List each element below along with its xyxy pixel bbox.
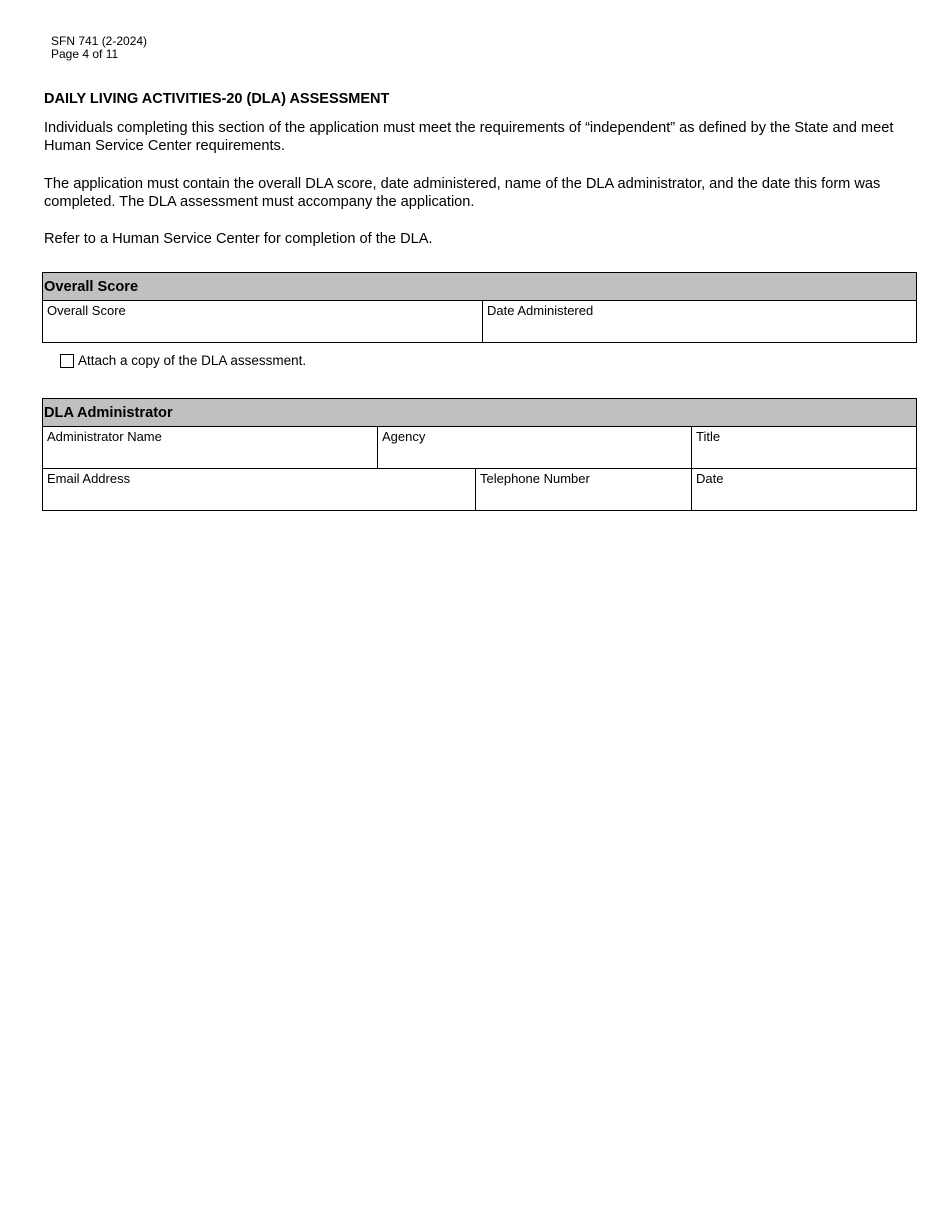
email-address-field[interactable] bbox=[43, 469, 476, 511]
overall-score-table bbox=[42, 272, 917, 343]
attach-assessment-label: Attach a copy of the DLA assessment. bbox=[78, 353, 307, 368]
date-administered-field[interactable] bbox=[483, 301, 917, 343]
overall-score-field[interactable] bbox=[43, 301, 483, 343]
title-label: Title bbox=[696, 429, 721, 444]
dla-administrator-table bbox=[42, 398, 917, 511]
date-administered-label: Date Administered bbox=[487, 303, 594, 318]
overall-score-section-heading: Overall Score bbox=[43, 273, 917, 301]
agency-field[interactable] bbox=[378, 427, 692, 469]
telephone-number-field[interactable] bbox=[476, 469, 692, 511]
administrator-name-label: Administrator Name bbox=[47, 429, 162, 444]
page-number: Page 4 of 11 bbox=[51, 47, 119, 61]
overall-score-label: Overall Score bbox=[47, 303, 126, 318]
instructions-paragraph-3: Refer to a Human Service Center for completion of the DLA. bbox=[44, 231, 433, 247]
administrator-name-field[interactable] bbox=[43, 427, 378, 469]
form-id bbox=[51, 35, 147, 61]
title-field[interactable] bbox=[692, 427, 917, 469]
agency-label: Agency bbox=[382, 429, 426, 444]
date-field[interactable] bbox=[692, 469, 917, 511]
form-number: SFN 741 (2-2024) bbox=[51, 34, 148, 48]
dla-administrator-section-heading: DLA Administrator bbox=[43, 399, 917, 427]
page-title: DAILY LIVING ACTIVITIES-20 (DLA) ASSESSMENT bbox=[44, 91, 390, 107]
email-address-label: Email Address bbox=[47, 471, 131, 486]
date-label: Date bbox=[696, 471, 724, 486]
telephone-number-label: Telephone Number bbox=[480, 471, 590, 486]
attach-assessment-option[interactable] bbox=[60, 353, 306, 368]
instructions-paragraph-2: The application must contain the overall DLA score, date administered, name of the DLA administrator, and the date this form was completed. The DLA assessment must accompany the application. bbox=[44, 176, 881, 210]
attach-assessment-checkbox[interactable] bbox=[60, 354, 74, 368]
instructions-paragraph-1: Individuals completing this section of the application must meet the requirements of “independent” as defined by the State and meet Human Service Center requirements. bbox=[44, 120, 894, 154]
